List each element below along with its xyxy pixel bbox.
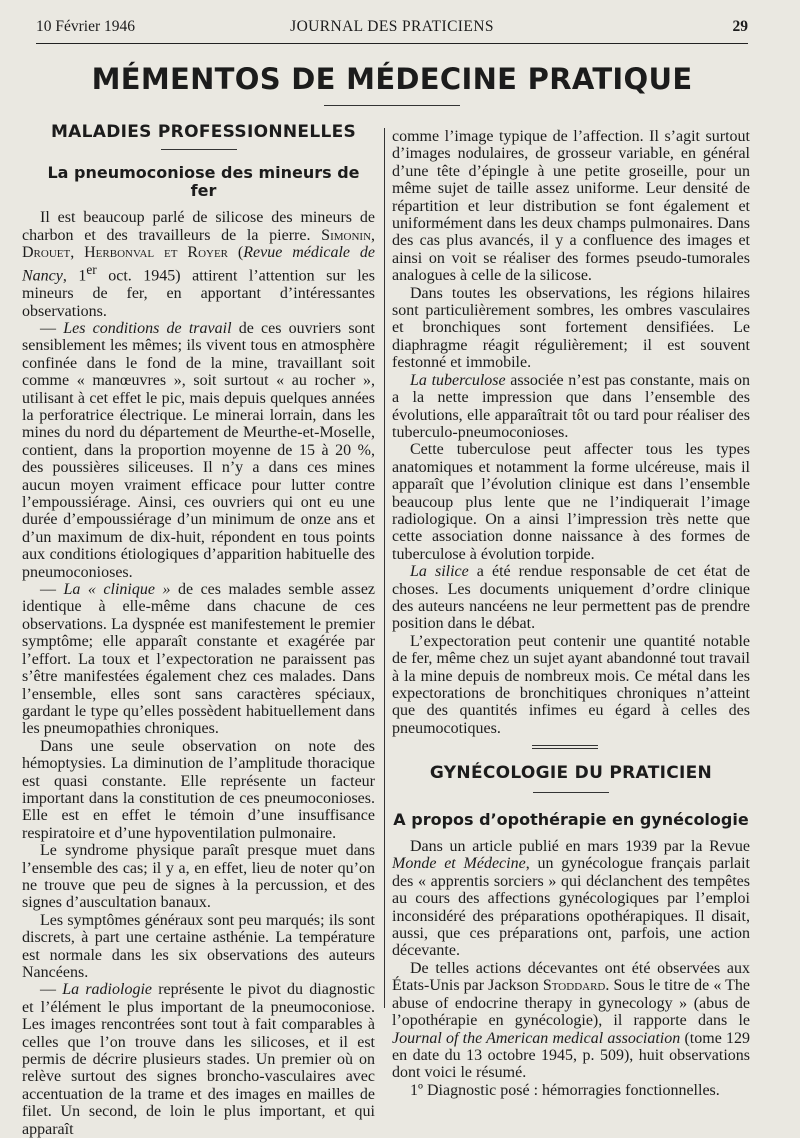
paragraph: 1º Diagnostic posé : hémorragies fonctionnelles.	[410, 1081, 720, 1099]
issue-date: 10 Février 1946	[36, 18, 136, 35]
article-title-pneumoconiose: La pneumoconiose des mineurs de fer	[47, 163, 360, 200]
section-title-maladies: MALADIES PROFESSIONNELLES	[50, 122, 357, 142]
left-column	[22, 124, 375, 1138]
journal-reference: Journal of the American medical association	[392, 1029, 681, 1047]
right-column	[392, 128, 750, 1099]
journal-name: JOURNAL DES PRATICIENS	[290, 18, 494, 35]
paragraph: Dans un article publié en mars 1939 par la Revue Monde et Médecine, un gynécologue français parlait des « apprentis sorciers » qui déclanchent des tempêtes au cours des affections gynécologiques par l’emploi inconsidéré des préparations opothérapiques. Il disait, aussi, que ces préparations ont, parfois, une action décevante.	[392, 838, 750, 960]
paragraph: — Les conditions de travail de ces ouvriers sont sensiblement les mêmes; ils vivent tous en atmosphère confinée dans le fond de la mine, travaillant soit comme « manœuvres », soit surtout « au rocher », utilisant à cet effet le pic, mais depuis quelques années la perforatrice électrique. Le minerai lorrain, dans les mines du nord du département de Meurthe-et-Moselle, contient, dans la proportion moyenne de 15 à 20 %, des poussières siliceuses. Il n’y a dans ces mines aucun moyen vraiment efficace pour lutter contre l’empoussiérage. Ainsi, ces ouvriers qui ont eu une durée d’empoussiérage d’un minimum de onze ans et d’un maximum de dix-huit, répondent en tous points aux conditions étiologiques d’apparition habituelle des pneumoconioses.	[22, 319, 375, 581]
paragraph: De telles actions décevantes ont été observées aux États-Unis par Jackson Stoddard. Sous le titre de « The abuse of endocrine therapy in gynecology » (abus de l’opothérapie en gynécologie), il rapporte dans le Journal of the American medical association (tome 129 en date du 13 octobre 1945, p. 509), huit observations dont voici le résumé.	[392, 959, 751, 1082]
article-title-opotherapie: A propos d’opothérapie en gynécologie	[393, 809, 749, 829]
paragraph: Cette tuberculose peut affecter tous les types anatomiques et notamment la forme ulcéreuse, mais il apparaît que l’évolution clinique est dans l’ensemble beaucoup plus lente que ne l’indiquerait l’image radiologique. On a ainsi l’impression très nette que cette association donne naissance à des formes de tuberculose à évolution torpide.	[392, 441, 750, 563]
running-head	[36, 18, 748, 40]
section-title-gynecologie: GYNÉCOLOGIE DU PRATICIEN	[429, 763, 713, 784]
column-divider	[384, 128, 385, 1008]
paragraph: — La « clinique » de ces malades semble assez identique à elle-même dans chacune de ces observations. La dyspnée est manifestement le premier symptôme; elle apparaît constante et exagérée par l’effort. La toux et l’expectoration ne paraissent pas s’être manifestées également chez ces malades. Dans l’ensemble, elles sont sans caractères spéciaux, gardant le type qu’elles possèdent habituellement dans les pneumopathies chroniques.	[22, 581, 376, 738]
author-names: Simonin, Drouet, Herbonval et Royer	[22, 226, 376, 262]
page-number: 29	[732, 18, 748, 35]
journal-reference: Revue médicale de Nancy	[22, 244, 375, 285]
paragraph: Dans toutes les observations, les régions hilaires sont particulièrement sombres, les ombres vasculaires et bronchiques sont fortement densifiées. Le diaphragme réagit régulièrement; il est souvent festonné et immobile.	[392, 284, 750, 372]
paragraph: Il est beaucoup parlé de silicose des mineurs de charbon et des travailleurs de la pierre. Simonin, Drouet, Herbonval et Royer (Revue médicale de Nancy, 1er oct. 1945) attirent l’attention sur les mineurs de fer, en apportant d’intéressantes observations.	[22, 209, 376, 320]
paragraph: — La radiologie représente le pivot du diagnostic et l’élément le plus important de la pneumoconiose. Les images rencontrées sont tout à fait comparables à celles que l’on trouve dans les silicoses, et il est permis de décrire plusieurs stades. Un premier où on relève surtout des signes broncho-vasculaires avec accentuation de la trame et des images en mailles de filet. Un second, de loin le plus important, et qui apparaît	[22, 981, 376, 1138]
paragraph: Le syndrome physique paraît presque muet dans l’ensemble des cas; il y a, en effet, lieu de noter qu’on ne trouve que peu de signes à la percussion, et des signes d’auscultation banaux.	[22, 842, 375, 912]
paragraph: Dans une seule observation on note des hémoptysies. La diminution de l’amplitude thoracique est quasi constante. Elle représente un facteur important dans la constitution de ces pneumoconioses. Elle est en effet le témoin d’une insuffisance respiratoire et d’une hypoventilation pulmonaire.	[22, 737, 375, 842]
section-rule	[161, 149, 237, 150]
author-name: Stoddard	[542, 977, 606, 995]
paragraph: L’expectoration peut contenir une quantité notable de fer, même chez un sujet ayant abandonné tout travail à la mine depuis de nombreux mois. Ce métal dans les expectorations de bronchitiques chroniques n’atteint que des quantités infimes eu égard à celles des pneumocotiques.	[392, 632, 750, 737]
paragraph: comme l’image typique de l’affection. Il s’agit surtout d’images nodulaires, de grosseur variable, en général d’une tête d’épingle à une petite groseille, pour un même sujet de taille assez uniforme. Leur densité de répartition et leur distribution se font également et uniformément dans les deux champs pulmonaires. Dans des cas plus avancés, il y a confluence des images et ainsi on voit se réaliser des formes pseudo-tumorales analogues à celle de la silicose.	[392, 128, 750, 285]
section-rule	[533, 792, 609, 793]
header-rule	[36, 43, 748, 44]
paragraph: Les symptômes généraux sont peu marqués; ils sont discrets, à part une certaine asthénie. La température est normale dans les six observations des auteurs Nancéens.	[22, 911, 375, 982]
section-separator	[532, 745, 598, 749]
title-rule	[324, 105, 460, 106]
paragraph: La silice a été rendue responsable de cet état de choses. Les documents uniquement d’ordre clinique des auteurs nancéens ne leur permettent pas de prendre position dans le débat.	[392, 563, 750, 633]
paragraph: La tuberculose associée n’est pas constante, mais on a la nette impression que dans l’ensemble des évolutions, elle apparaîtrait tôt ou tard pour réaliser des tuberculo-pneumoconioses.	[392, 371, 751, 441]
main-title: MÉMENTOS DE MÉDECINE PRATIQUE	[91, 62, 693, 96]
